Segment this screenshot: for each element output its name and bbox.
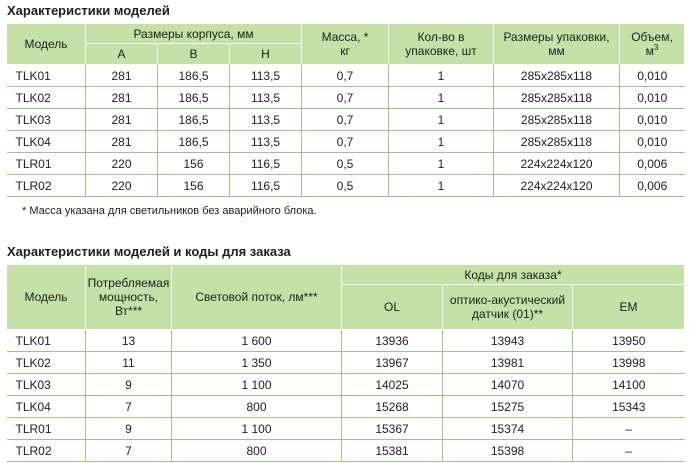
- models-spec-table: [6, 23, 685, 197]
- cell-dim-h: 116,5: [230, 153, 302, 175]
- cell-code-ol: 15367: [342, 418, 443, 440]
- header-model: Модель: [7, 265, 86, 330]
- cell-power: 9: [86, 374, 172, 396]
- cell-power: 7: [86, 396, 172, 418]
- cell-dim-b: 186,5: [158, 131, 230, 153]
- cell-dim-b: 156: [158, 153, 230, 175]
- cell-model: TLK02: [7, 87, 86, 109]
- cell-model: TLR02: [7, 440, 86, 462]
- table-row: [7, 87, 685, 109]
- cell-quantity: 1: [389, 65, 494, 87]
- cell-model: TLK04: [7, 131, 86, 153]
- cell-dim-h: 113,5: [230, 65, 302, 87]
- header-quantity: Кол-во в упаковке, шт: [389, 24, 494, 65]
- header-dim-h: H: [230, 44, 302, 65]
- table-row: [7, 109, 685, 131]
- cell-dim-a: 220: [86, 153, 158, 175]
- table-row: [7, 418, 685, 440]
- cell-code-sensor: 13943: [443, 330, 573, 352]
- cell-dim-a: 281: [86, 131, 158, 153]
- mass-footnote: * Масса указана для светильников без аварийного блока.: [22, 205, 317, 217]
- cell-luminous-flux: 1 100: [172, 374, 342, 396]
- header-mass: Масса, * кг: [302, 24, 389, 65]
- cell-dim-b: 186,5: [158, 87, 230, 109]
- header-code-sensor: оптико-акустический датчик (01)**: [443, 285, 573, 330]
- table-row: [7, 65, 685, 87]
- header-volume: Объем, $м^3$: [620, 24, 685, 65]
- cell-power: 9: [86, 418, 172, 440]
- cell-quantity: 1: [389, 153, 494, 175]
- cell-code-em: 15343: [573, 396, 685, 418]
- cell-mass: 0,7: [302, 87, 389, 109]
- header-model: Модель: [7, 24, 86, 65]
- cell-mass: 0,5: [302, 153, 389, 175]
- cell-luminous-flux: 800: [172, 396, 342, 418]
- cell-model: TLR01: [7, 418, 86, 440]
- cell-model: TLK01: [7, 330, 86, 352]
- cell-mass: 0,7: [302, 109, 389, 131]
- cell-volume: 0,010: [620, 131, 685, 153]
- table-row: [7, 374, 685, 396]
- cell-package-size: 224x224x120: [494, 175, 620, 197]
- cell-code-ol: 15268: [342, 396, 443, 418]
- cell-dim-h: 113,5: [230, 131, 302, 153]
- cell-model: TLK03: [7, 374, 86, 396]
- cell-volume: 0,006: [620, 175, 685, 197]
- order-codes-table: [6, 264, 685, 462]
- cell-code-em: 13950: [573, 330, 685, 352]
- cell-volume: 0,010: [620, 65, 685, 87]
- cell-code-em: –: [573, 418, 685, 440]
- cell-model: TLR02: [7, 175, 86, 197]
- table-row: [7, 396, 685, 418]
- cell-dim-a: 281: [86, 65, 158, 87]
- cell-dim-h: 113,5: [230, 109, 302, 131]
- cell-luminous-flux: 1 350: [172, 352, 342, 374]
- cell-power: 11: [86, 352, 172, 374]
- cell-dim-b: 186,5: [158, 109, 230, 131]
- cell-code-sensor: 15398: [443, 440, 573, 462]
- cell-mass: 0,7: [302, 65, 389, 87]
- cell-code-em: 14100: [573, 374, 685, 396]
- cell-model: TLK03: [7, 109, 86, 131]
- cell-code-em: –: [573, 440, 685, 462]
- cell-code-sensor: 14070: [443, 374, 573, 396]
- header-dimensions: Размеры корпуса, мм: [86, 24, 302, 44]
- cell-package-size: 285x285x118: [494, 65, 620, 87]
- cell-volume: 0,006: [620, 153, 685, 175]
- cell-dim-b: 186,5: [158, 65, 230, 87]
- cell-luminous-flux: 1 600: [172, 330, 342, 352]
- table-row: [7, 153, 685, 175]
- cell-model: TLK01: [7, 65, 86, 87]
- cell-model: TLR01: [7, 153, 86, 175]
- header-order-codes: Коды для заказа*: [342, 265, 685, 285]
- cell-code-ol: 13967: [342, 352, 443, 374]
- cell-code-sensor: 13981: [443, 352, 573, 374]
- table-row: [7, 175, 685, 197]
- cell-luminous-flux: 1 100: [172, 418, 342, 440]
- cell-dim-h: 116,5: [230, 175, 302, 197]
- cell-package-size: 285x285x118: [494, 131, 620, 153]
- cell-power: 13: [86, 330, 172, 352]
- cell-package-size: 285x285x118: [494, 109, 620, 131]
- cell-code-sensor: 15275: [443, 396, 573, 418]
- cell-code-ol: 15381: [342, 440, 443, 462]
- cell-quantity: 1: [389, 87, 494, 109]
- header-code-ol: OL: [342, 285, 443, 330]
- header-code-em: EM: [573, 285, 685, 330]
- table-row: [7, 330, 685, 352]
- cell-code-em: 13998: [573, 352, 685, 374]
- cell-code-ol: 14025: [342, 374, 443, 396]
- cell-quantity: 1: [389, 109, 494, 131]
- header-package-size: Размеры упаковки, мм: [494, 24, 620, 65]
- cell-quantity: 1: [389, 175, 494, 197]
- cell-volume: 0,010: [620, 109, 685, 131]
- cell-volume: 0,010: [620, 87, 685, 109]
- cell-mass: 0,7: [302, 131, 389, 153]
- cell-power: 7: [86, 440, 172, 462]
- cell-package-size: 285x285x118: [494, 87, 620, 109]
- cell-mass: 0,5: [302, 175, 389, 197]
- cell-model: TLK02: [7, 352, 86, 374]
- cell-code-sensor: 15374: [443, 418, 573, 440]
- cell-dim-b: 156: [158, 175, 230, 197]
- cell-quantity: 1: [389, 131, 494, 153]
- cell-dim-h: 113,5: [230, 87, 302, 109]
- table-row: [7, 440, 685, 462]
- header-power: Потребляемая мощность, Вт***: [86, 265, 172, 330]
- header-dim-a: A: [86, 44, 158, 65]
- header-dim-b: B: [158, 44, 230, 65]
- table-row: [7, 131, 685, 153]
- cell-package-size: 224x224x120: [494, 153, 620, 175]
- cell-code-ol: 13936: [342, 330, 443, 352]
- table1-title: Характеристики моделей: [7, 3, 170, 18]
- header-luminous-flux: Световой поток, лм***: [172, 265, 342, 330]
- cell-luminous-flux: 800: [172, 440, 342, 462]
- table-row: [7, 352, 685, 374]
- cell-model: TLK04: [7, 396, 86, 418]
- cell-dim-a: 281: [86, 109, 158, 131]
- cell-dim-a: 220: [86, 175, 158, 197]
- table2-title: Характеристики моделей и коды для заказа: [7, 244, 291, 259]
- cell-dim-a: 281: [86, 87, 158, 109]
